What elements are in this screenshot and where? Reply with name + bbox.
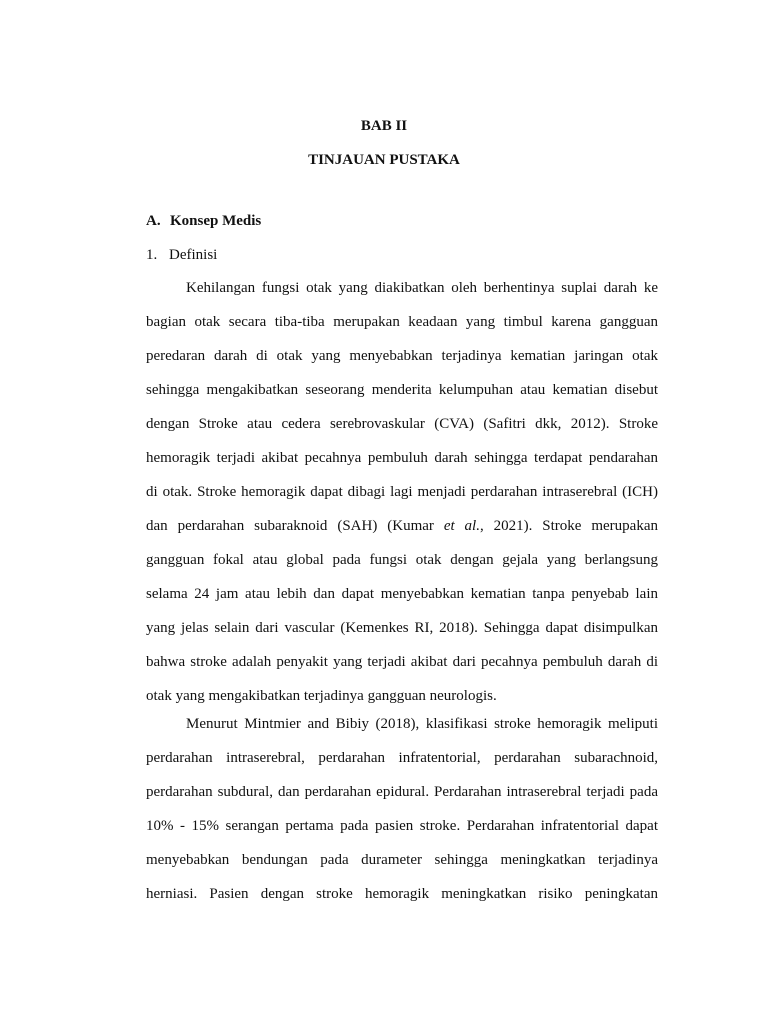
subsection-heading [146,246,217,264]
paragraph-line: yang jelas selain dari vascular (Kemenkes RI, 2018). Sehingga dapat disimpulkan [146,620,658,636]
section-title: Konsep Medis [170,213,262,229]
paragraph-line: selama 24 jam atau lebih dan dapat menyebabkan kematian tanpa penyebab lain [146,586,658,602]
citation-text-after: , 2021). Stroke merupakan [479,518,658,534]
paragraph-line: otak yang mengakibatkan terjadinya gangguan neurologis. [146,688,497,704]
paragraph-line: bagian otak secara tiba-tiba merupakan keadaan yang timbul karena gangguan [146,314,658,330]
paragraph-line-citation [146,516,658,536]
paragraph-line: Kehilangan fungsi otak yang diakibatkan oleh berhentinya suplai darah ke [186,280,658,296]
paragraph-line: sehingga mengakibatkan seseorang menderita kelumpuhan atau kematian disebut [146,382,658,398]
section-heading [146,212,261,230]
paragraph-line: menyebabkan bendungan pada durameter sehingga meningkatkan terjadinya [146,852,658,868]
paragraph-line: dengan Stroke atau cedera serebrovaskular (CVA) (Safitri dkk, 2012). Stroke [146,416,658,432]
paragraph-line: perdarahan intraserebral, perdarahan infratentorial, perdarahan subarachnoid, [146,750,658,766]
paragraph-line: peredaran darah di otak yang menyebabkan terjadinya kematian jaringan otak [146,348,658,364]
paragraph-line: di otak. Stroke hemoragik dapat dibagi lagi menjadi perdarahan intraserebral (ICH) [146,484,658,500]
subsection-number: 1. [146,247,158,263]
section-letter: A. [146,213,161,229]
paragraph-line: hemoragik terjadi akibat pecahnya pembuluh darah sehingga terdapat pendarahan [146,450,658,466]
paragraph-line: 10% - 15% serangan pertama pada pasien stroke. Perdarahan infratentorial dapat [146,818,658,834]
paragraph-line: herniasi. Pasien dengan stroke hemoragik meningkatkan risiko peningkatan [146,886,658,902]
citation-text-before: dan perdarahan subaraknoid (SAH) (Kumar [146,518,434,534]
subsection-title: Definisi [169,247,218,263]
paragraph-line: Menurut Mintmier and Bibiy (2018), klasifikasi stroke hemoragik meliputi [186,716,658,732]
paragraph-line: gangguan fokal atau global pada fungsi otak dengan gejala yang berlangsung [146,552,658,568]
chapter-number: BAB II [360,118,408,134]
paragraph-line: bahwa stroke adalah penyakit yang terjadi akibat dari pecahnya pembuluh darah di [146,654,658,670]
chapter-title: TINJAUAN PUSTAKA [308,152,460,168]
citation-italic-etal: et al. [443,518,480,534]
paragraph-line: perdarahan subdural, dan perdarahan epidural. Perdarahan intraserebral terjadi pada [146,784,658,800]
